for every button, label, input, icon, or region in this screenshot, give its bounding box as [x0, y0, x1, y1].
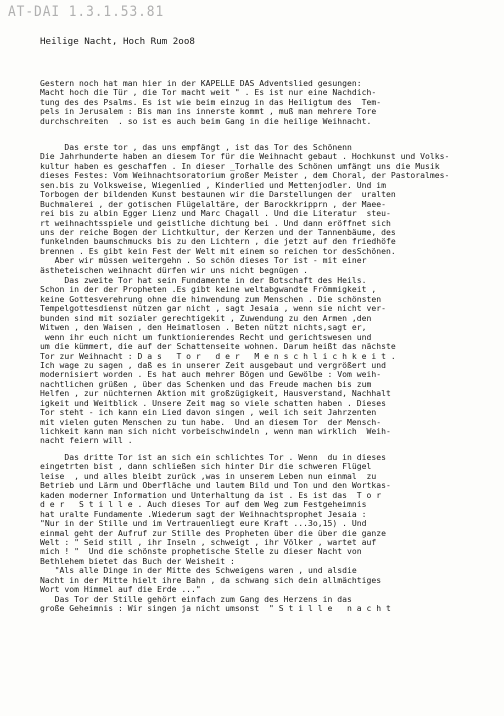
text-line: kaden moderner Information und Unterhaltung da ist . Es ist das T o r [40, 490, 382, 500]
text-line: Das dritte Tor ist an sich ein schlichtes Tor . Wenn du in dieses [40, 453, 386, 462]
text-line: Tempelgottesdienst nützen gar nicht , sagt Jesaia , wenn sie nicht ver- [40, 304, 386, 314]
text-line: d e r S t i l l e . Auch dieses Tor auf dem Weg zum Festgeheimnis [40, 500, 367, 510]
text-line: Gestern noch hat man hier in der KAPELLE DAS Adventslied gesungen: [40, 79, 362, 88]
text-line: mit vielen guten Menschen zu tun habe. Und an diesem Tor der Mensch- [40, 417, 382, 427]
text-line: funkelnden baumschmucks bis zu den Lichtern , die jetzt auf den friedhöfe [40, 237, 396, 247]
text-line: brennen . Es gibt kein Fest der Welt mit einem so reichen tor desSchönen. [40, 246, 396, 256]
text-line: "Nur in der Stille und im Vertrauenliegt eure Kraft ...3o,15) . Und [40, 519, 367, 529]
text-line: kultur haben es geschaffen . In dieser _Torhalle des Schönen umfängt uns die Musik [40, 161, 440, 171]
text-line: leise , und alles bleibt zurück ,was in unserem Leben nun einmal zu [40, 471, 377, 481]
text-line: Nacht in der Mitte hielt ihre Bahn , da schwang sich dein allmächtiges [40, 575, 382, 585]
text-line: Bethlehem bietet das Buch der Weisheit : [40, 556, 235, 566]
paragraph-third-gate [40, 453, 502, 613]
paragraph-second-gate [40, 276, 502, 446]
text-line: keine Gottesverehrung ohne die hinwendung zum Menschen . Die schönsten [40, 294, 382, 304]
text-line: nachtlichen grüßen , über das Schenken und das Freude machen bis zum [40, 379, 372, 389]
text-line: pels in Jerusalem : Bis man ins innerste kommt , muß man mehrere Tore [40, 107, 377, 117]
text-line: Die Jahrhunderte haben an diesem Tor für die Weihnacht gebaut . Hochkunst und Volks- [40, 152, 450, 162]
text-line: einmal geht der Aufruf zur Stille des Propheten über die über die ganze [40, 528, 386, 538]
text-line: Tor zur Weihnacht : D a s T o r d e r M e n s c h l i c h k e i t . [40, 351, 396, 361]
text-line: Welt : " Seid still , ihr Inseln , schweigt , ihr Völker , wartet auf [40, 537, 377, 547]
text-line: igkeit und Weitblick . Unsere Zeit mag so viele schatten haben . Dieses [40, 398, 386, 408]
text-line: um die kümmert, die auf der Schattenseite wohnen. Darum heißt das nächste [40, 342, 396, 352]
text-line: durchschreiten . so ist es auch beim Gang in die heilige Weihnacht. [40, 116, 372, 126]
paragraph-first-gate [40, 143, 502, 275]
text-line: Helfen , zur nüchternen Aktion mit großzügigkeit, Hausverstand, Nachhalt [40, 389, 391, 399]
text-line: "Als alle Dinge in der Mitte des Schweigens waren , und alsdie [40, 566, 357, 576]
archive-stamp: AT-DAI 1.3.1.53.81 [8, 4, 165, 20]
text-line: dieses Festes: Vom Weihnachtsoratorium großer Meister , dem Choral, der Pastoralmes- [40, 171, 450, 181]
text-line: lichkeit kann man sich nicht vorbeischwindeln , wenn man wirklich Weih- [40, 427, 391, 436]
text-line: Aber wir müssen weitergehn . So schön dieses Tor ist - mit einer [40, 256, 367, 266]
text-line: Tor steht - ich kann ein Lied davon singen , weil ich seit Jahrzenten [40, 408, 377, 418]
text-line: Schon in der der Propheten .Es gibt keine weltabgwandte Frömmigkeit , [40, 285, 377, 295]
text-line: eingetrten bist , dann schließen sich hinter Dir die schweren Flügel [40, 462, 372, 472]
text-line: modernisiert worden . Es hat auch mehrer Bögen und Gewölbe : Vom weih- [40, 370, 382, 380]
paragraph-introduction [40, 79, 502, 126]
text-line: Das erste tor , das uns empfängt , ist das Tor des Schönenn [40, 143, 352, 152]
text-line: ästheteischen weihnacht dürfen wir uns nicht begnügen . [40, 265, 309, 275]
text-line: rt weihnachtsspiele und geistliche dichtung bei . Und dann eröffnet sich [40, 218, 391, 228]
text-line: Witwen , den Waisen , den Heimatlosen . Beten nützt nichts,sagt er, [40, 323, 367, 333]
text-line: mich ! " Und die schönste prophetische Stelle zu dieser Nacht von [40, 547, 362, 557]
text-line: sen.bis zu Volksweise, Wiegenlied , Kinderlied und Mettenjodler. Und im [40, 180, 386, 190]
text-line: bunden sind mit sozialer gerechtigekit , Zuwendung zu den Armen ,den [40, 313, 372, 323]
text-line: große Geheimnis : Wir singen ja nicht umsonst " S t i l l e n a c h t [40, 604, 391, 613]
text-line: wenn ihr euch nicht um funktionierendes Recht und gerichtswesen und [40, 332, 372, 342]
text-line: tung des des Psalms. Es ist wie beim einzug in das Heiligtum des Tem- [40, 97, 382, 107]
document-title: Heilige Nacht, Hoch Rum 2oo8 [40, 36, 195, 47]
text-line: Buchmalerei , der gotischen Flügelaltäre, der Barockkripprn , der Maee- [40, 199, 386, 209]
text-line: Das zweite Tor hat sein Fundamente in der Botschaft des Heils. [40, 276, 367, 285]
text-line: Ich wage zu sagen , daß es in unserer Zeit ausgebaut und vergrößert und [40, 360, 386, 370]
text-line: nacht feiern will . [40, 436, 133, 446]
text-line: uns der reiche Bogen der Lichtkultur, der Kerzen und der Tannenbäume, des [40, 227, 396, 237]
text-line: rei bis zu albin Egger Lienz und Marc Chagall . Und die Literatur steu- [40, 209, 391, 219]
text-line: hat uralte Fundamente .Wiederum sagt der Weihnachtsprophet Jesaia : [40, 509, 367, 519]
text-line: Das Tor der Stille gehört einfach zum Gang des Herzens in das [40, 594, 352, 604]
text-line: Wort vom Himmel auf die Erde ..." [40, 585, 201, 595]
text-line: Betrieb und Lärm und Oberfläche und lautem Bild und Ton und den Wortkas- [40, 481, 391, 491]
text-line: Macht hoch die Tür , die Tor macht weit " . Es ist nur eine Nachdich- [40, 88, 377, 98]
text-line: Torbogen der bildenden Kunst bestaunen wir die Darstellungen der uralten [40, 190, 396, 200]
